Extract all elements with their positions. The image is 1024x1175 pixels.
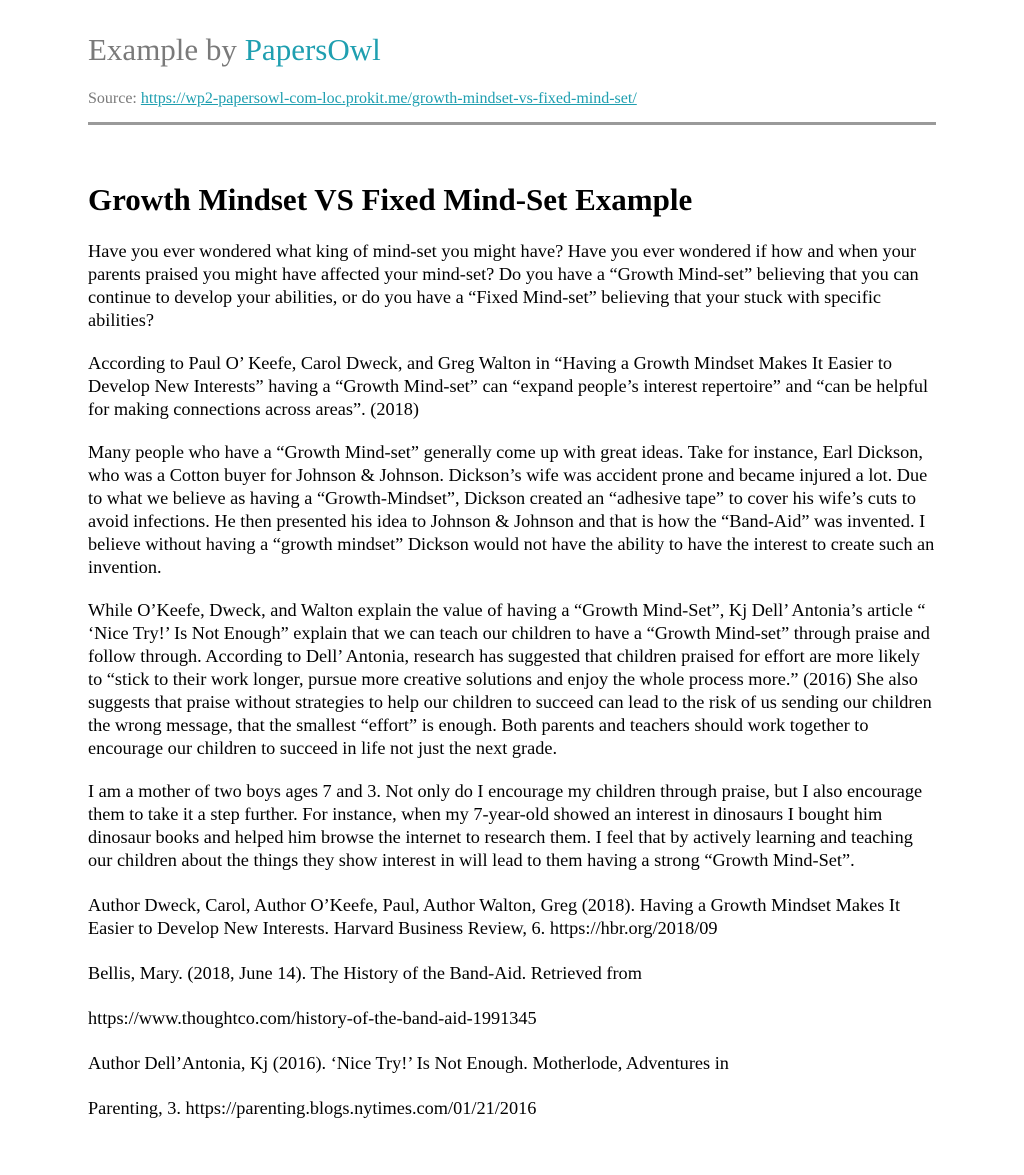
paragraph-mother: I am a mother of two boys ages 7 and 3. Not only do I encourage my children through praise, but I also encourage them to take it a step further. For instance, when my 7-year-old showed an interest in dinosaurs I bought him dinosaur books and helped him browse the internet to research them. I feel that by actively learning and teaching our children about the things they show interest in will lead to them having a strong “Growth Mind-Set”. bbox=[88, 781, 923, 870]
document-body bbox=[88, 240, 936, 1120]
reference-dweck: Author Dweck, Carol, Author O’Keefe, Paul, Author Walton, Greg (2018). Having a Growth Mindset Makes It Easier to Develop New Interests. Harvard Business Review, 6. https://hbr.org/2018/09 bbox=[88, 895, 901, 938]
brand-name-link[interactable]: PapersOwl bbox=[244, 32, 381, 67]
paragraph-dellantonia: While O’Keefe, Dweck, and Walton explain the value of having a “Growth Mind-Set”, Kj Dell’ Antonia’s article “ ‘Nice Try!’ Is Not Enough” explain that we can teach our children to have a “Growth Mind-set” through praise and follow through. According to Dell’ Antonia, research has suggested that children praised for effort are more likely to “stick to their work longer, pursue more creative solutions and enjoy the whole process more.” (2016) She also suggests that praise without strategies to help our children to succeed can lead to the risk of us sending our children the wrong message, that the smallest “effort” is enough. Both parents and teachers should work together to encourage our children to succeed in life not just the next grade. bbox=[88, 600, 932, 758]
paragraph-okeefe: According to Paul O’ Keefe, Carol Dweck, and Greg Walton in “Having a Growth Mindset Makes It Easier to Develop New Interests” having a “Growth Mind-set” can “expand people’s interest repertoire” and “can be helpful for making connections across areas”. (2018) bbox=[88, 353, 929, 419]
header-divider bbox=[88, 122, 936, 125]
brand-prefix: Example by bbox=[88, 32, 245, 67]
source-label: Source: bbox=[88, 90, 141, 107]
source-line bbox=[88, 89, 637, 109]
reference-bellis-url: https://www.thoughtco.com/history-of-the-band-aid-1991345 bbox=[88, 1008, 537, 1028]
reference-dellantonia-url: Parenting, 3. https://parenting.blogs.nytimes.com/01/21/2016 bbox=[88, 1098, 537, 1118]
source-link[interactable]: https://wp2-papersowl-com-loc.prokit.me/growth-mindset-vs-fixed-mind-set/ bbox=[140, 90, 637, 107]
brand-header bbox=[88, 31, 381, 69]
reference-dellantonia: Author Dell’Antonia, Kj (2016). ‘Nice Try!’ Is Not Enough. Motherlode, Adventures in bbox=[88, 1053, 729, 1073]
document-title: Growth Mindset VS Fixed Mind-Set Example bbox=[88, 182, 693, 217]
reference-bellis: Bellis, Mary. (2018, June 14). The History of the Band-Aid. Retrieved from bbox=[88, 963, 642, 983]
paragraph-intro: Have you ever wondered what king of mind-set you might have? Have you ever wondered if how and when your parents praised you might have affected your mind-set? Do you have a “Growth Mind-set” believing that you can continue to develop your abilities, or do you have a “Fixed Mind-set” believing that your stuck with specific abilities? bbox=[88, 241, 919, 330]
paragraph-dickson: Many people who have a “Growth Mind-set” generally come up with great ideas. Take for instance, Earl Dickson, who was a Cotton buyer for Johnson & Johnson. Dickson’s wife was accident prone and became injured a lot. Due to what we believe as having a “Growth-Mindset”, Dickson created an “adhesive tape” to cover his wife’s cuts to avoid infections. He then presented his idea to Johnson & Johnson and that is how the “Band-Aid” was invented. I believe without having a “growth mindset” Dickson would not have the ability to have the interest to create such an invention. bbox=[88, 442, 935, 577]
